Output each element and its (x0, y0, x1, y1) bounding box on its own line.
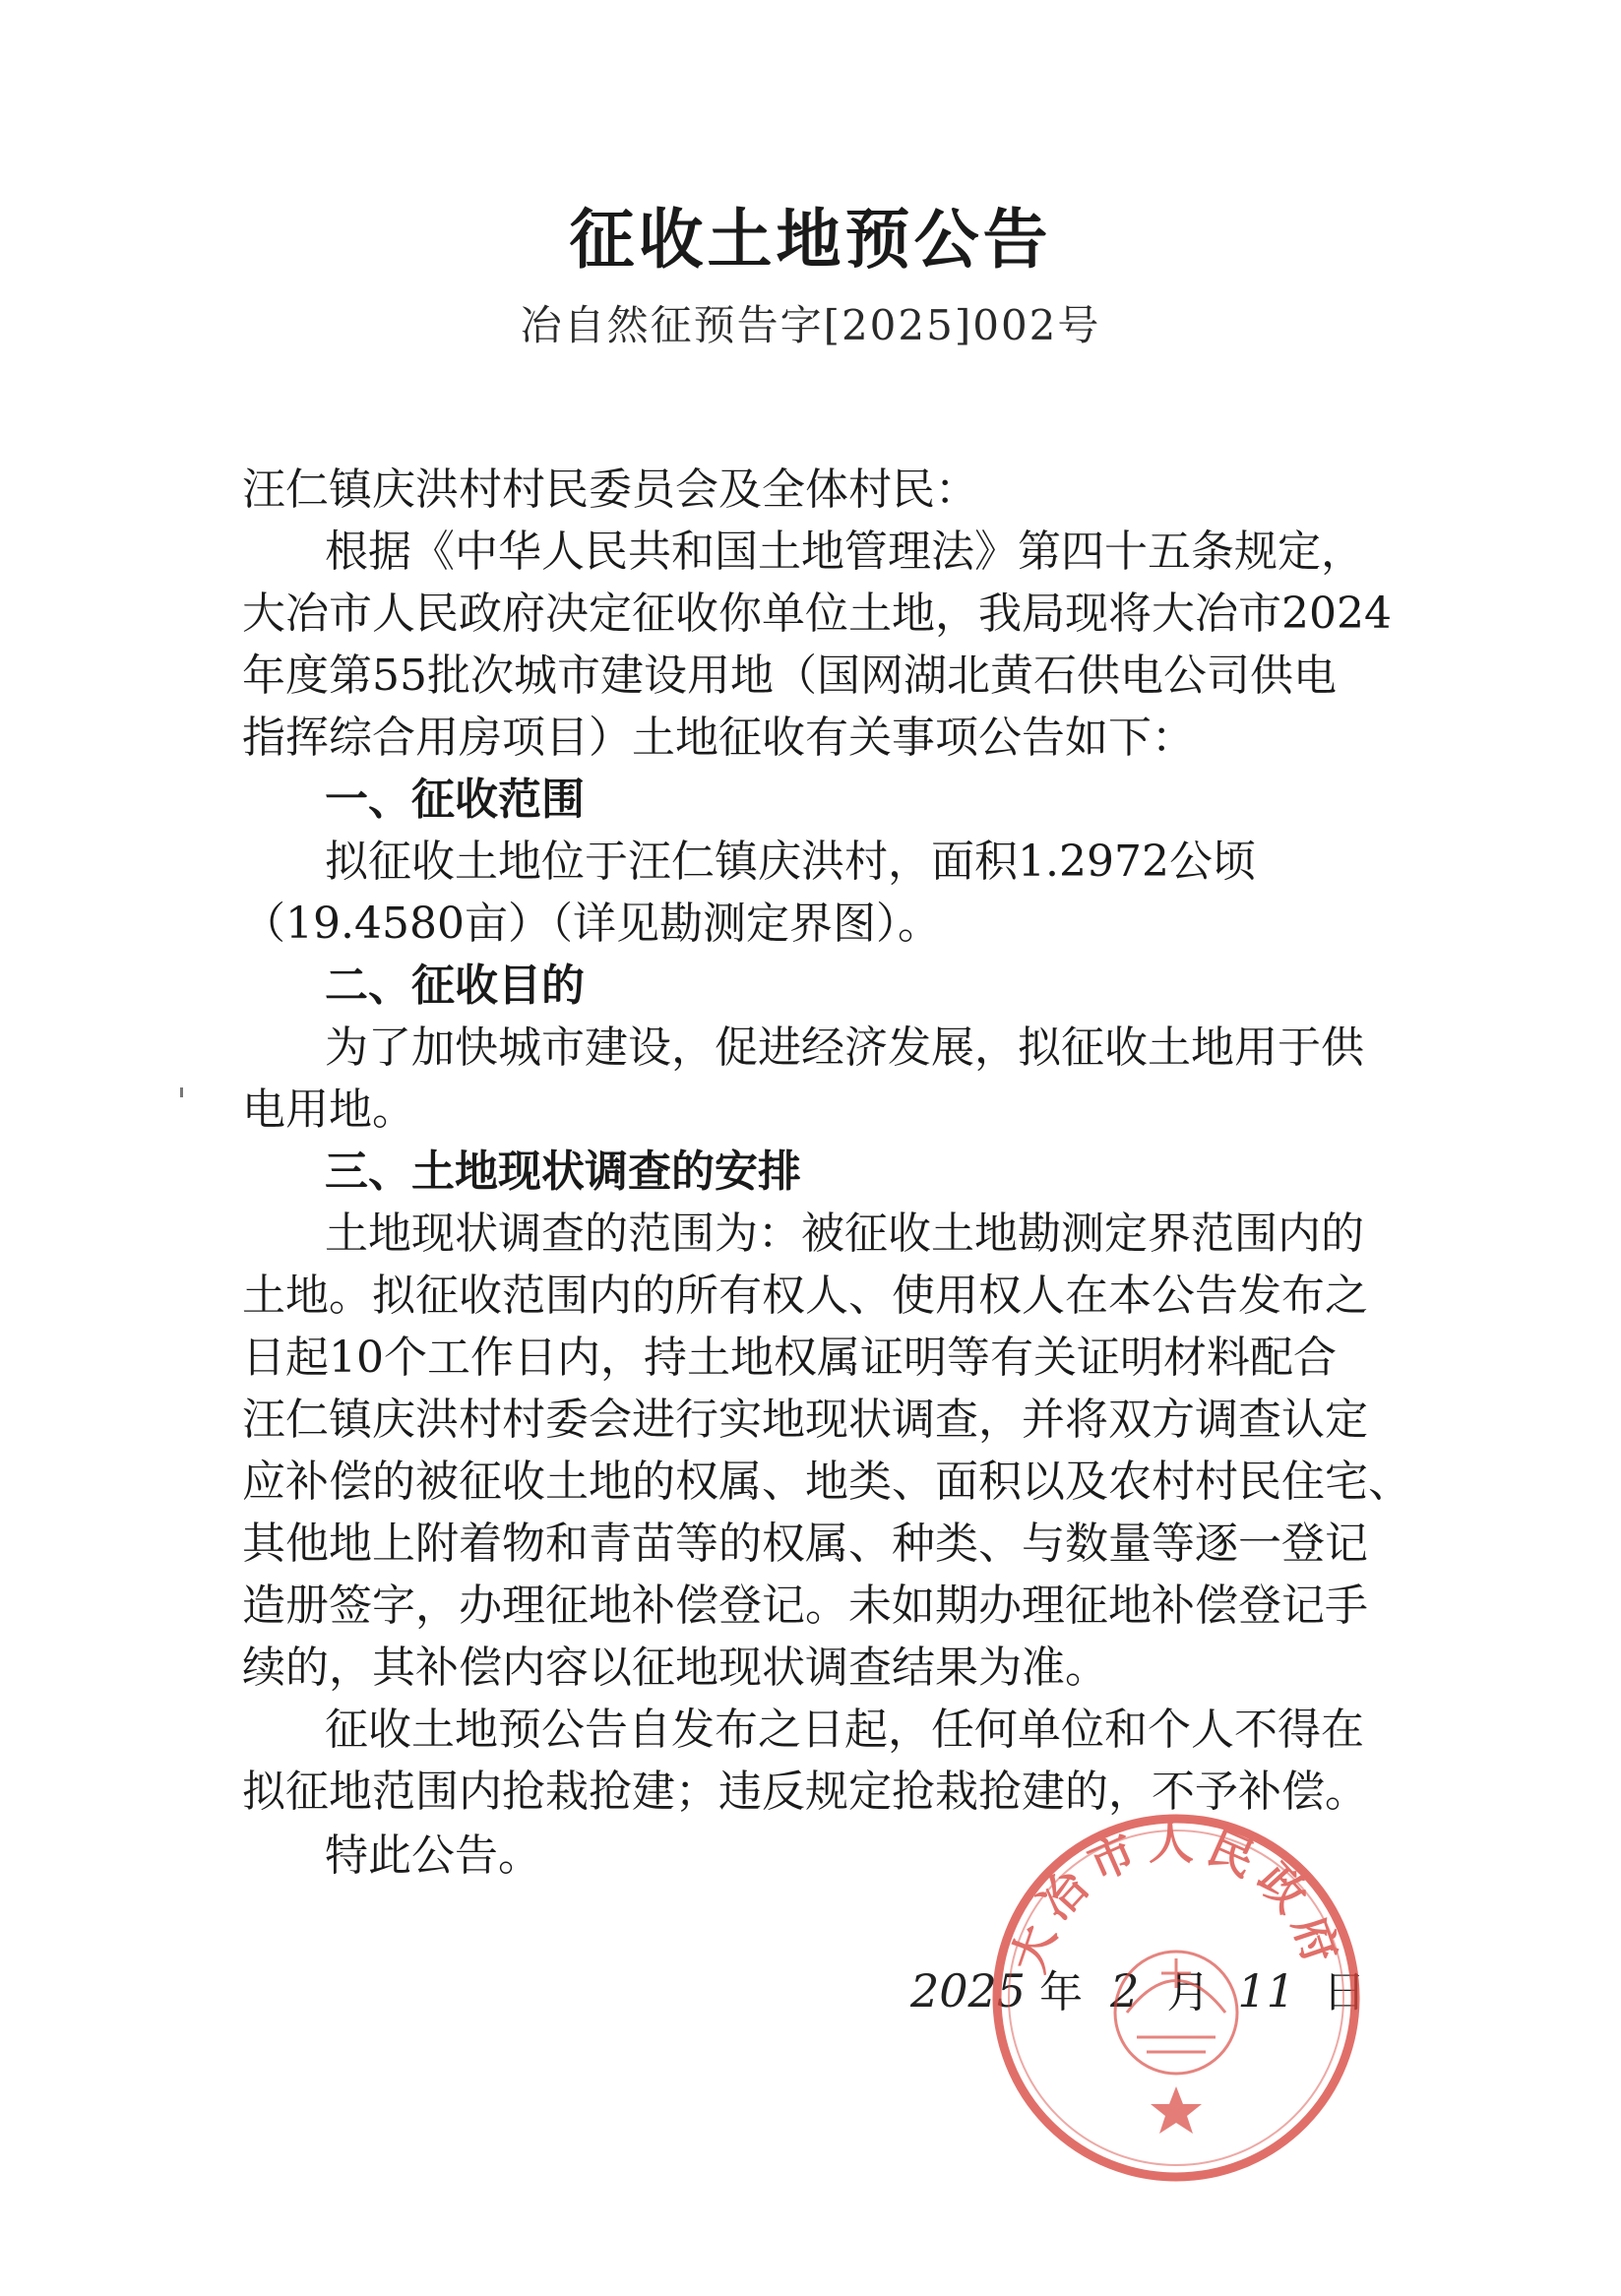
section-3-line-4: 汪仁镇庆洪村村委会进行实地现状调查，并将双方调查认定 (242, 1395, 1368, 1445)
section-3-heading: 三、土地现状调查的安排 (325, 1147, 801, 1197)
date-month: 2 (1110, 1964, 1140, 2017)
date-month-char: 月 (1166, 1967, 1211, 2017)
intro-line-2: 大冶市人民政府决定征收你单位土地，我局现将大冶市2024 (242, 589, 1392, 639)
section-3-line-7: 造册签字，办理征地补偿登记。未如期办理征地补偿登记手 (242, 1581, 1368, 1631)
addressee: 汪仁镇庆洪村村民委员会及全体村民： (242, 465, 978, 515)
intro-line-3: 年度第55批次城市建设用地（国网湖北黄石供电公司供电 (242, 651, 1337, 701)
section-1-heading: 一、征收范围 (325, 775, 585, 825)
date-year: 2025 (910, 1964, 1027, 2017)
section-3-line-6: 其他地上附着物和青苗等的权属、种类、与数量等逐一登记 (242, 1519, 1368, 1569)
closing-line-1: 征收土地预公告自发布之日起，任何单位和个人不得在 (325, 1705, 1364, 1755)
section-2-line-2: 电用地。 (242, 1085, 415, 1135)
document-title: 征收土地预公告 (569, 202, 1052, 278)
document-number: 冶自然征预告字[2025]002号 (520, 301, 1101, 349)
section-3-line-2: 土地。拟征收范围内的所有权人、使用权人在本公告发布之 (242, 1271, 1368, 1321)
intro-line-4: 指挥综合用房项目）土地征收有关事项公告如下： (242, 713, 1195, 763)
section-3-line-1: 土地现状调查的范围为：被征收土地勘测定界范围内的 (325, 1209, 1364, 1259)
section-2-line-1: 为了加快城市建设，促进经济发展，拟征收土地用于供 (325, 1023, 1364, 1073)
section-1-line-2: （19.4580亩）（详见勘测定界图）。 (242, 899, 941, 949)
scan-speck (180, 1087, 183, 1097)
special-notice: 特此公告。 (325, 1831, 541, 1881)
section-3-line-5: 应补偿的被征收土地的权属、地类、面积以及农村村民住宅、 (242, 1457, 1411, 1507)
intro-line-1: 根据《中华人民共和国土地管理法》第四十五条规定， (325, 527, 1364, 577)
date-day: 11 (1237, 1964, 1295, 2017)
section-1-line-1: 拟征收土地位于汪仁镇庆洪村，面积1.2972公顷 (325, 837, 1256, 887)
closing-line-2: 拟征地范围内抢栽抢建；违反规定抢栽抢建的，不予补偿。 (242, 1767, 1368, 1817)
date-year-char: 年 (1039, 1967, 1084, 2017)
section-3-line-3: 日起10个工作日内，持土地权属证明等有关证明材料配合 (242, 1333, 1337, 1383)
section-2-heading: 二、征收目的 (325, 961, 585, 1011)
official-seal-icon (979, 1801, 1373, 2195)
svg-text:大冶市人民政府: 大冶市人民政府 (1001, 1816, 1351, 1979)
date-day-char: 日 (1322, 1967, 1366, 2017)
section-3-line-8: 续的，其补偿内容以征地现状调查结果为准。 (242, 1643, 1108, 1693)
